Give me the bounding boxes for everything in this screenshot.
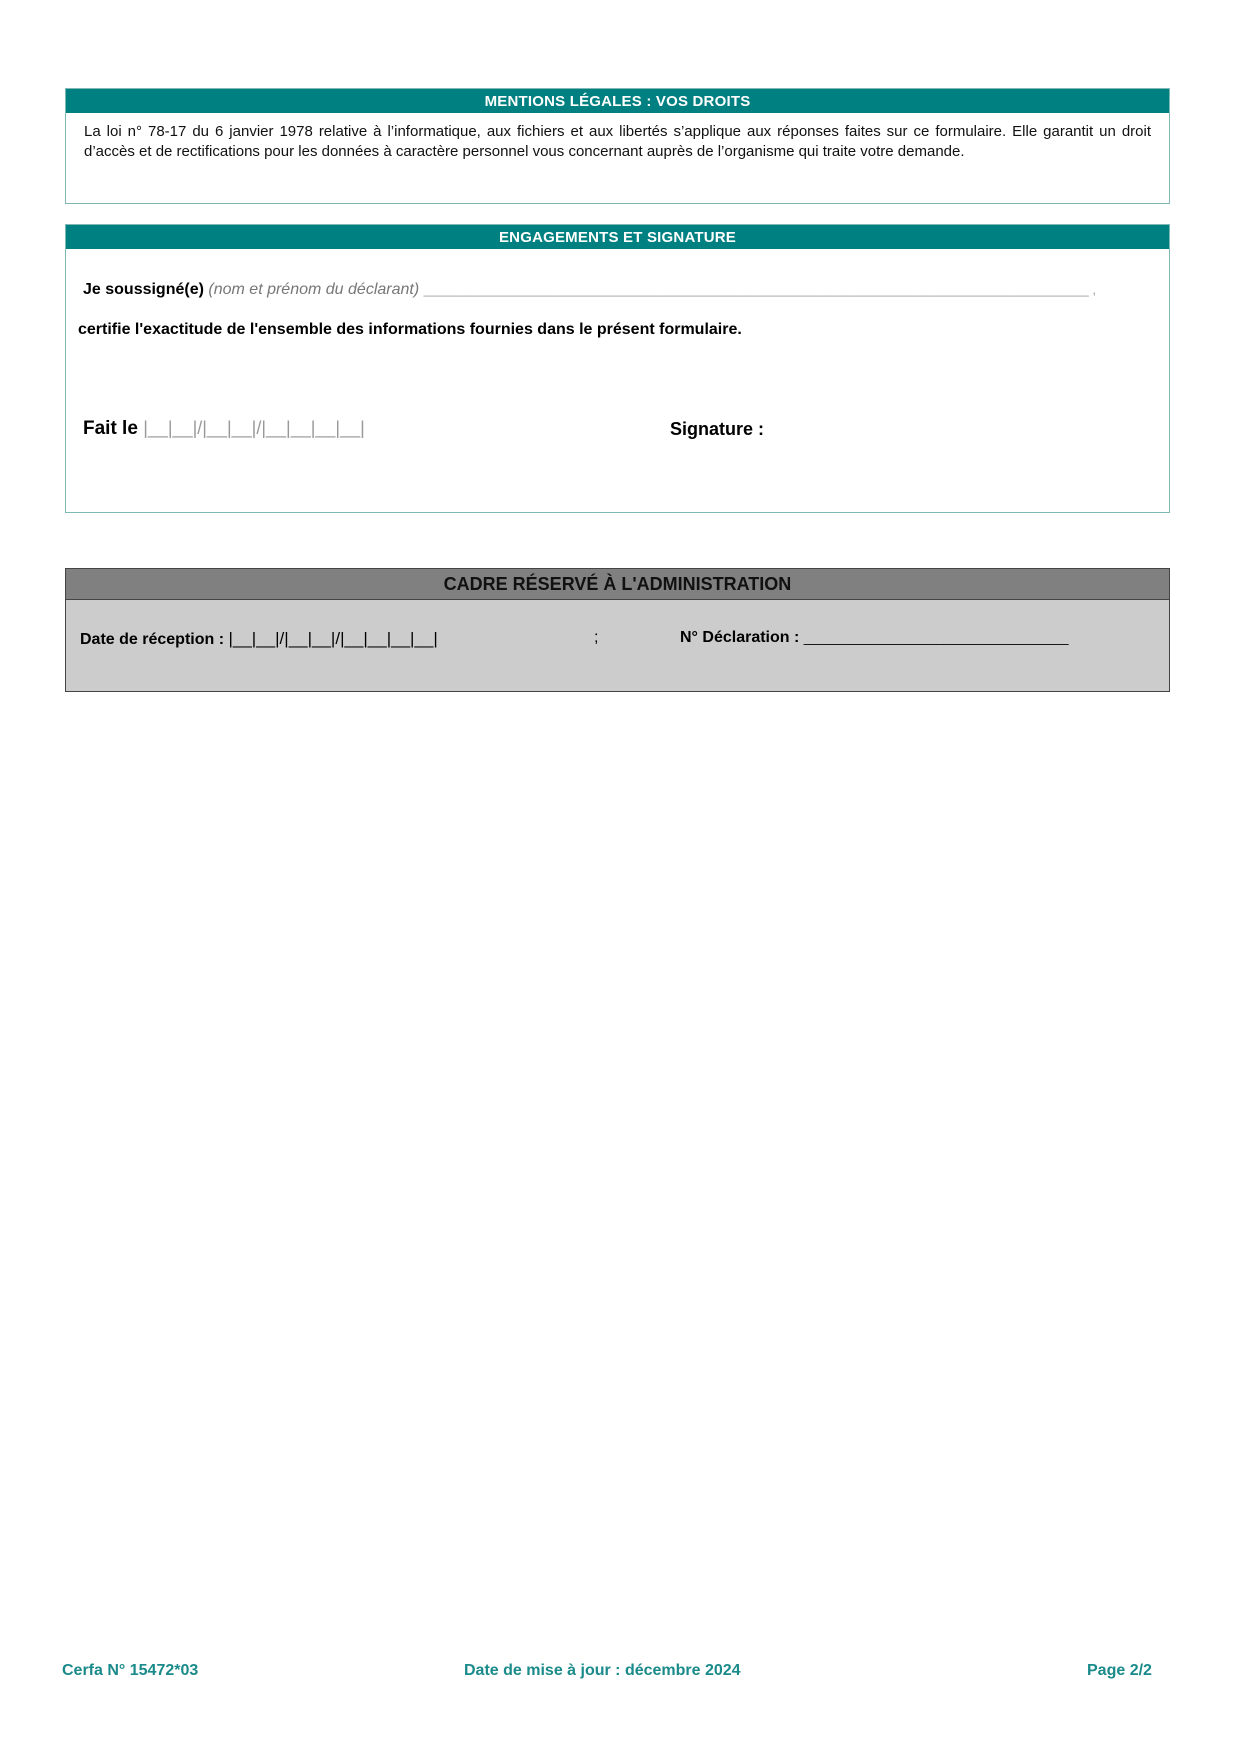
update-date: Date de mise à jour : décembre 2024 <box>464 1662 741 1679</box>
legal-text: La loi n° 78-17 du 6 janvier 1978 relative à l’informatique, aux fichiers et aux libertés s’applique aux réponses faites sur ce formulaire. Elle garantit un droit d’accès et de rectifications pour les données à caractère personnel vous concernant auprès de l’organisme qui traite votre demande. <box>84 123 1151 160</box>
page-number: Page 2/2 <box>1087 1662 1152 1679</box>
engagement-section-title: ENGAGEMENTS ET SIGNATURE <box>66 225 1169 249</box>
soussigne-label: Je soussigné(e) <box>83 281 204 298</box>
admin-section <box>65 568 1170 692</box>
declaration-label: N° Déclaration : <box>680 629 800 646</box>
reception-date-label: Date de réception : <box>80 631 225 648</box>
reception-date-row <box>80 629 438 649</box>
admin-section-title: CADRE RÉSERVÉ À L'ADMINISTRATION <box>66 569 1169 600</box>
reception-date-field[interactable]: |__|__|/|__|__|/|__|__|__|__| <box>228 629 438 648</box>
soussigne-row <box>83 281 1096 299</box>
soussigne-placeholder: (nom et prénom du déclarant) <box>208 281 420 298</box>
fait-le-date-field[interactable]: |__|__|/|__|__|/|__|__|__|__| <box>143 418 365 438</box>
legal-section <box>65 88 1170 204</box>
legal-section-title: MENTIONS LÉGALES : VOS DROITS <box>66 89 1169 113</box>
engagement-section <box>65 224 1170 513</box>
fait-le-row <box>83 418 365 440</box>
soussigne-input-line[interactable]: ____________________________________________________________________________________________ , <box>423 282 1097 297</box>
certification-statement: certifie l'exactitude de l'ensemble des informations fournies dans le présent formulaire. <box>78 321 742 338</box>
fait-le-label: Fait le <box>83 418 138 439</box>
declaration-number-field[interactable]: __________________________________ <box>803 629 1069 645</box>
declaration-row <box>680 629 1069 647</box>
cerfa-number: Cerfa N° 15472*03 <box>62 1662 199 1679</box>
admin-separator: ; <box>594 629 599 646</box>
signature-label: Signature : <box>670 419 765 439</box>
signature-area[interactable] <box>826 405 1126 485</box>
